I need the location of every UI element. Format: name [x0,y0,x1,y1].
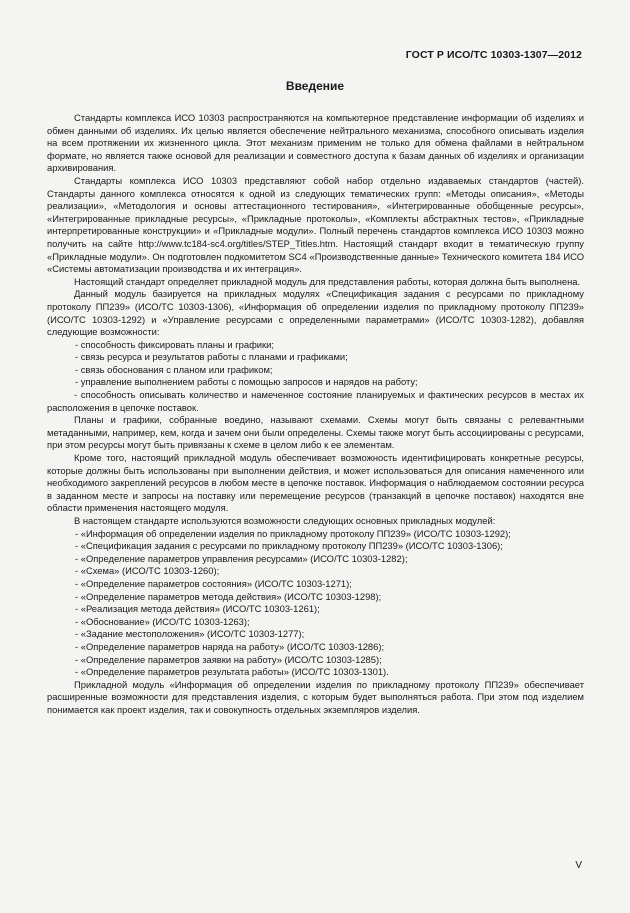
module-item: - «Определение параметров состояния» (ИСО/ТС 10303-1271); [75,577,352,589]
capability-item: - способность описывать количество и намеченное состояние планируемых и фактических ресурсов в местах их расположения в цепочке поставок. [47,389,584,413]
module-item: - «Определение параметров заявки на работу» (ИСО/ТС 10303-1285); [75,653,382,665]
paragraph: Планы и графики, собранные воедино, называют схемами. Схемы могут быть связаны с релевантными метаданными, например, кем, когда и зачем они были определены. Схемы также могут быть ассоциированы с ресурсами, при этом ресурсы могут быть привязаны к схеме в целом либо к ее элементам. [47,414,584,451]
module-item: - «Реализация метода действия» (ИСО/ТС 10303-1261); [75,603,320,615]
page-number: V [575,860,582,871]
document-body [47,112,584,717]
capability-item: - связь ресурса и результатов работы с планами и графиками; [75,351,348,363]
capability-item: - управление выполнением работы с помощью запросов и нарядов на работу; [75,376,418,388]
module-item: - «Определение параметров управления ресурсами» (ИСО/ТС 10303-1282); [75,552,408,564]
paragraph: Стандарты комплекса ИСО 10303 распространяются на компьютерное представление информации об изделиях и обмен данными об изделиях. Их целью является обеспечение нейтрального механизма, способного описывать изделия на всем протяжении их жизненного цикла. Этот механизм применим не только для обмена файлами в нейтральном формате, но является также основой для реализации и совместного доступа к базам данных об изделиях и организации архивирования. [47,112,584,174]
capability-item: - способность фиксировать планы и графики; [75,338,274,350]
section-title: Введение [285,79,345,93]
module-item: - «Определение параметров результата работы» (ИСО/ТС 10303-1301). [75,666,389,678]
module-item: - «Определение параметров наряда на работу» (ИСО/ТС 10303-1286); [75,640,385,652]
paragraph: Настоящий стандарт определяет прикладной модуль для представления работы, которая должна быть выполнена. [74,275,581,287]
capability-item: - связь обоснования с планом или графиком; [75,363,273,375]
module-item: - «Схема» (ИСО/ТС 10303-1260); [75,565,220,577]
module-item: - «Задание местоположения» (ИСО/ТС 10303-1277); [75,628,305,640]
paragraph: Данный модуль базируется на прикладных модулях «Спецификация задания с ресурсами по прикладному протоколу ПП239» (ИСО/ТС 10303-1306), «Информация об определении изделия по прикладному протоколу ПП239» (ИСО/ТС 10303-1292) и «Управление ресурсами с определенными параметрами» (ИСО/ТС 10303-1282), добавляя следующие возможности: [47,288,584,338]
paragraph: Кроме того, настоящий прикладной модуль обеспечивает возможность идентифицировать конкретные ресурсы, которые должны быть использованы при выполнении действия, и может использоваться для описания намеченного или необходимого закреплений ресурсов в любом месте в цепочке поставок. Информация о наблюдаемом состоянии ресурса в заданном месте и запросы на поставку или перемещение ресурсов (транзакций в цепочке поставок) находятся вне области применения настоящего модуля. [47,452,584,514]
document-code-header: ГОСТ Р ИСО/ТС 10303-1307—2012 [405,49,582,61]
paragraph: В настоящем стандарте используются возможности следующих основных прикладных модулей: [74,515,496,526]
module-item: - «Определение параметров метода действия» (ИСО/ТС 10303-1298); [75,590,382,602]
module-item: - «Спецификация задания с ресурсами по прикладному протоколу ПП239» (ИСО/ТС 10303-1306); [75,540,503,552]
paragraph: Прикладной модуль «Информация об определении изделия по прикладному протоколу ПП239» обеспечивает расширенные возможности для представления изделия, с которым будет выполняться работа. При этом под изделием понимается как проект изделия, так и совокупность отдельных экземпляров изделия. [47,678,584,715]
module-item: - «Информация об определении изделия по прикладному протоколу ПП239» (ИСО/ТС 10303-1292); [75,527,511,539]
module-item: - «Обоснование» (ИСО/ТС 10303-1263); [75,615,250,627]
paragraph: Стандарты комплекса ИСО 10303 представляют собой набор отдельно издаваемых стандартов (частей). Стандарты данного комплекса относятся к одной из следующих тематических групп: «Методы описания», «Методы реализации», «Методология и основы аттестационного тестирования», «Интегрированные обобщенные ресурсы», «Интегрированные прикладные ресурсы», «Прикладные протоколы», «Комплекты абстрактных тестов», «Прикладные интерпретированные конструкции» и «Прикладные модули». Полный перечень стандартов комплекса ИСО 10303 можно получить на сайте http://www.tc184-sc4.org/titles/STEP_Titles.htm. Настоящий стандарт входит в тематическую группу «Прикладные модули». Он подготовлен подкомитетом SC4 «Производственные данные» Технического комитета 184 ИСО «Системы автоматизации производства и их интеграция». [47,174,584,275]
